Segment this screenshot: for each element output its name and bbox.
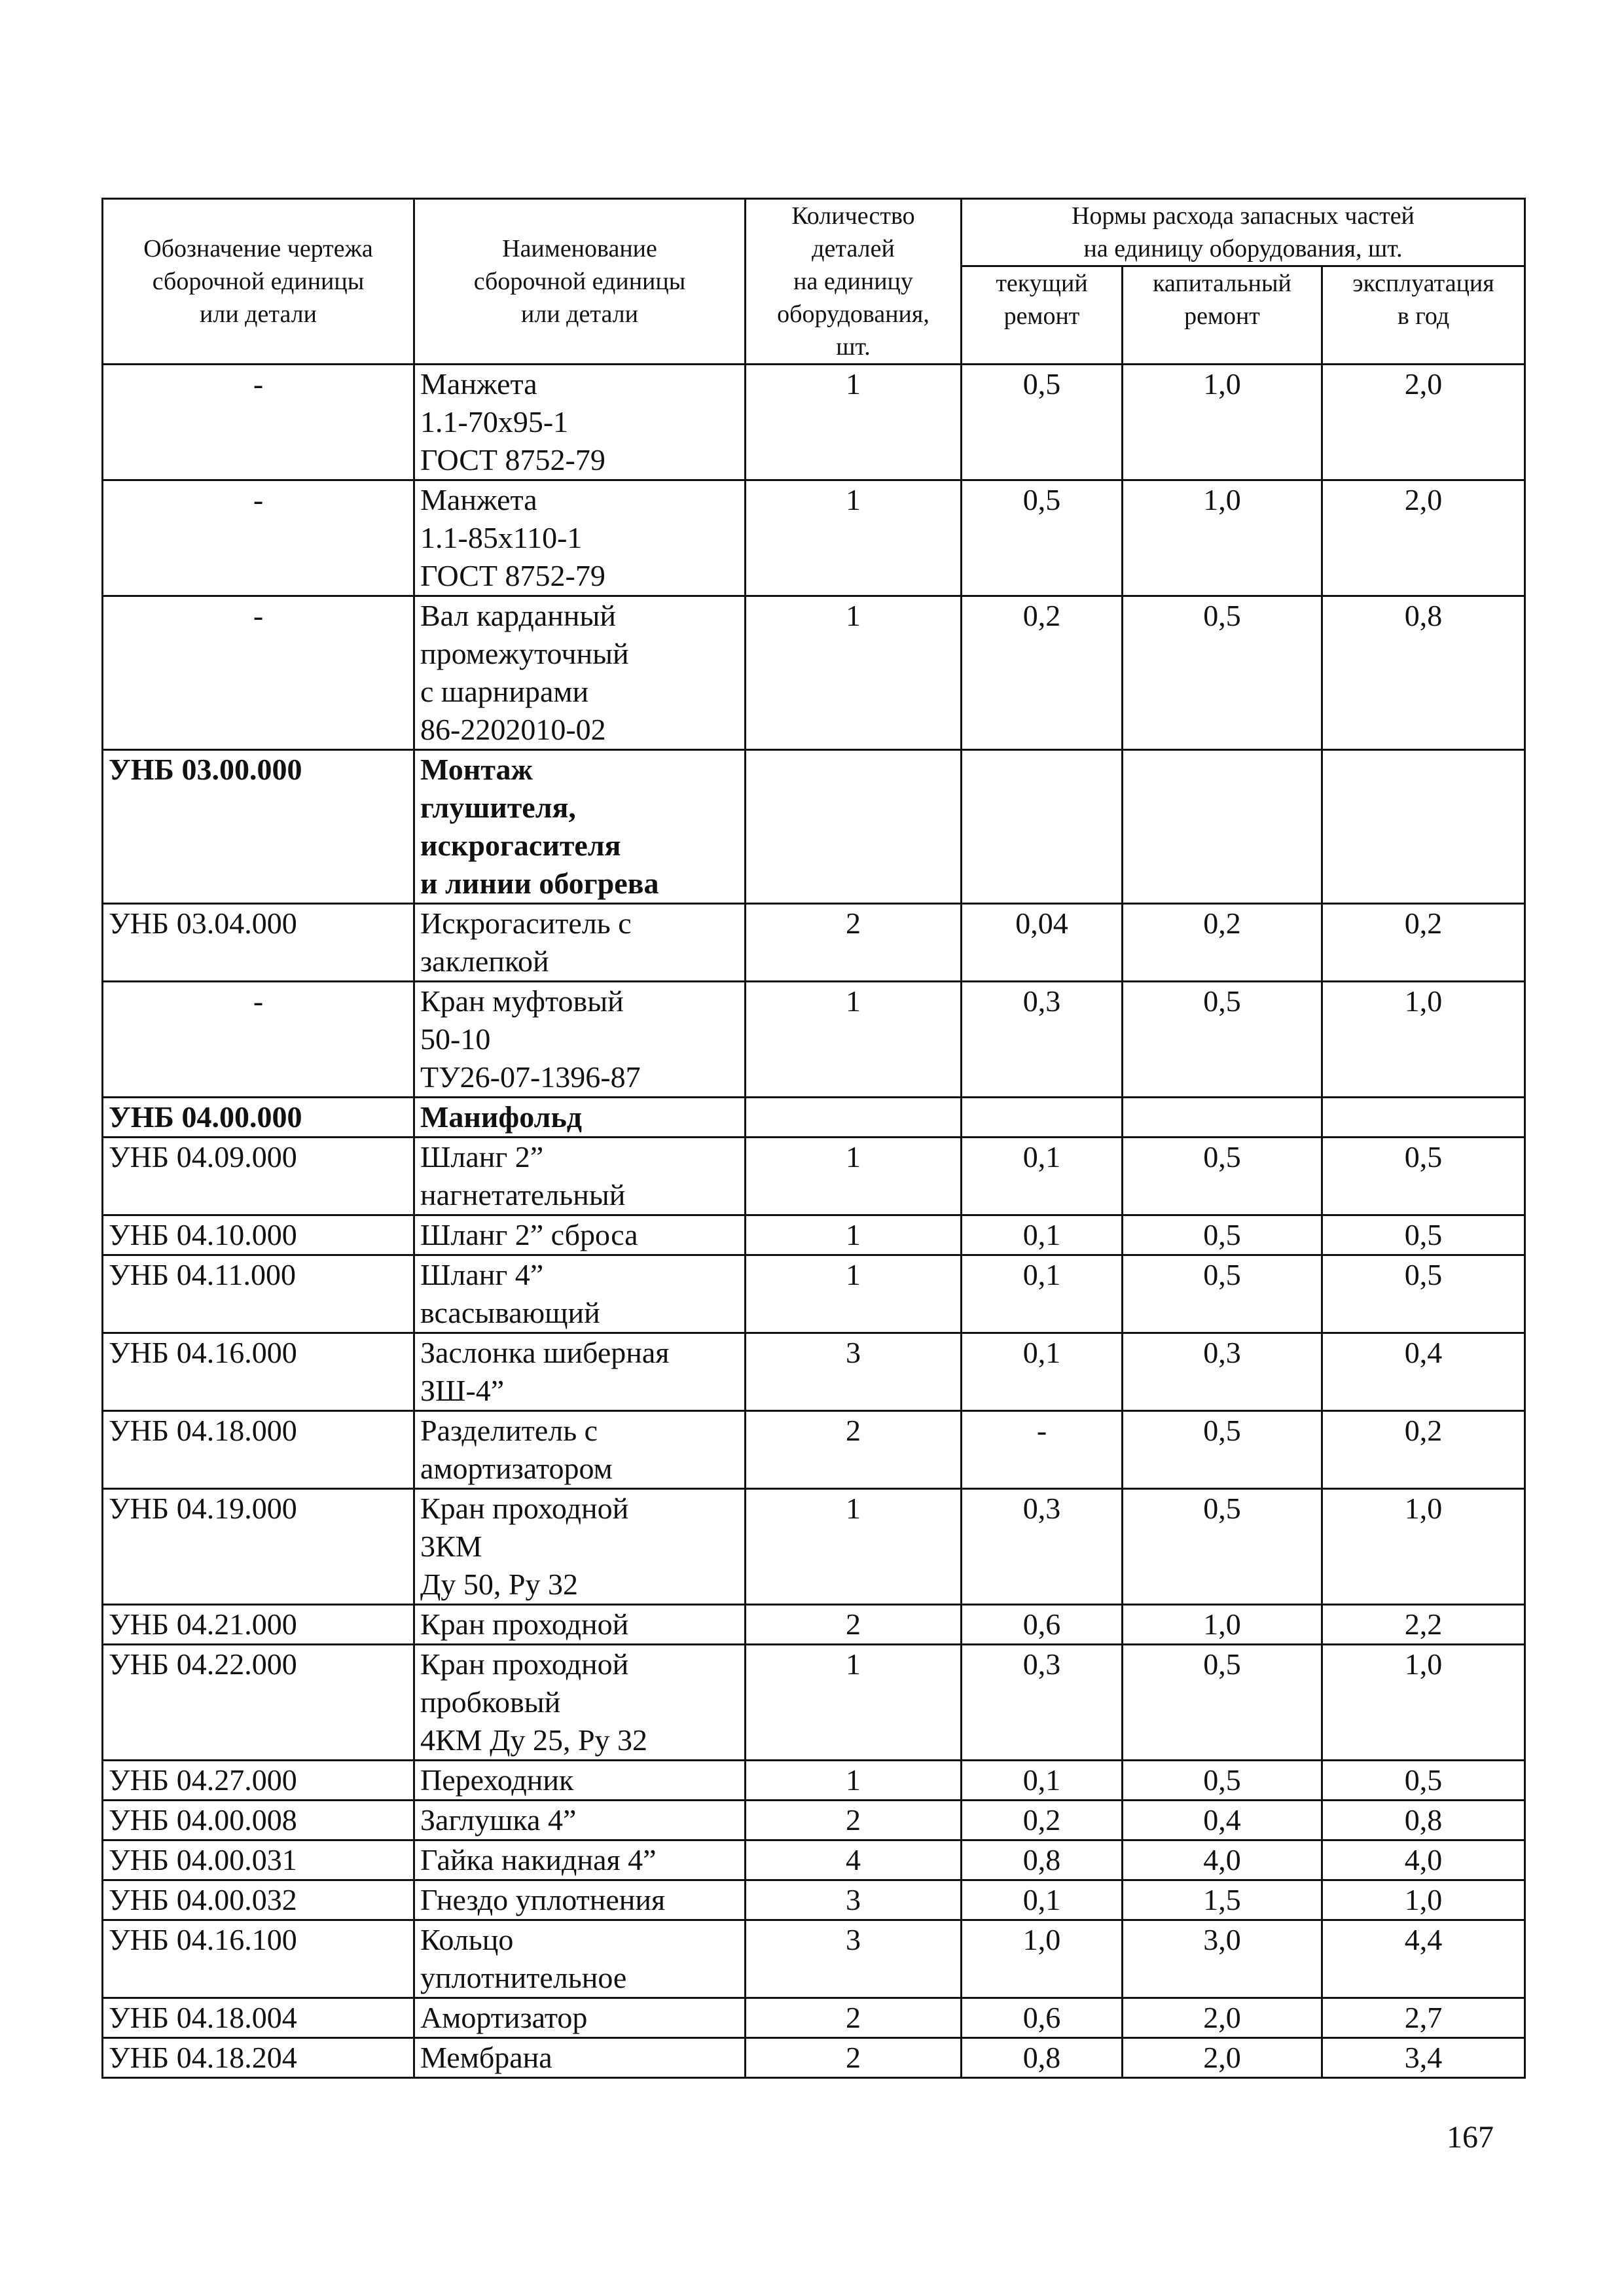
cell-capital-repair: 1,5 — [1123, 1880, 1322, 1920]
cell-quantity: 1 — [746, 1645, 962, 1761]
table-row — [103, 1840, 1525, 1880]
cell-capital-repair: 0,5 — [1123, 1215, 1322, 1255]
cell-quantity: 1 — [746, 596, 962, 750]
cell-item-name: Заглушка 4” — [414, 1801, 746, 1840]
cell-quantity: 1 — [746, 365, 962, 480]
cell-drawing-code: УНБ 04.00.031 — [103, 1840, 414, 1880]
cell-current-repair: 0,2 — [962, 1801, 1123, 1840]
table-row — [103, 1215, 1525, 1255]
cell-item-name: Шланг 4” всасывающий — [414, 1255, 746, 1333]
cell-quantity: 2 — [746, 904, 962, 982]
header-current-repair: текущий ремонт — [962, 266, 1123, 365]
cell-yearly-operation: 2,0 — [1322, 480, 1525, 596]
cell-yearly-operation: 0,5 — [1322, 1138, 1525, 1215]
cell-drawing-code: УНБ 04.21.000 — [103, 1605, 414, 1645]
cell-yearly-operation: 0,2 — [1322, 904, 1525, 982]
page-number: 167 — [1447, 2120, 1494, 2155]
cell-drawing-code: УНБ 04.18.004 — [103, 1998, 414, 2038]
table-row — [103, 904, 1525, 982]
cell-yearly-operation: 2,7 — [1322, 1998, 1525, 2038]
cell-yearly-operation: 4,4 — [1322, 1920, 1525, 1998]
table-row — [103, 1880, 1525, 1920]
cell-quantity: 1 — [746, 1138, 962, 1215]
cell-drawing-code: - — [103, 365, 414, 480]
cell-quantity — [746, 1098, 962, 1138]
cell-quantity: 3 — [746, 1920, 962, 1998]
header-yearly-operation: эксплуатация в год — [1322, 266, 1525, 365]
cell-item-name: Гайка накидная 4” — [414, 1840, 746, 1880]
cell-capital-repair: 1,0 — [1123, 1605, 1322, 1645]
cell-item-name: Искрогаситель с заклепкой — [414, 904, 746, 982]
cell-capital-repair: 3,0 — [1123, 1920, 1322, 1998]
cell-capital-repair: 0,5 — [1123, 1489, 1322, 1605]
cell-yearly-operation: 0,5 — [1322, 1761, 1525, 1801]
cell-drawing-code: УНБ 04.00.008 — [103, 1801, 414, 1840]
cell-current-repair: 0,3 — [962, 1645, 1123, 1761]
cell-drawing-code: - — [103, 982, 414, 1098]
cell-current-repair — [962, 1098, 1123, 1138]
cell-item-name: Монтаж глушителя, искрогасителя и линии обогрева — [414, 750, 746, 904]
cell-quantity — [746, 750, 962, 904]
cell-yearly-operation: 1,0 — [1322, 1880, 1525, 1920]
cell-capital-repair: 0,5 — [1123, 1761, 1322, 1801]
cell-drawing-code: УНБ 03.04.000 — [103, 904, 414, 982]
table-row — [103, 1255, 1525, 1333]
cell-item-name: Кран проходной 3КМ Ду 50, Ру 32 — [414, 1489, 746, 1605]
table-header — [103, 199, 1525, 365]
cell-yearly-operation: 0,4 — [1322, 1333, 1525, 1411]
cell-drawing-code: УНБ 04.27.000 — [103, 1761, 414, 1801]
header-quantity: Количество деталей на единицу оборудования, шт. — [746, 199, 962, 365]
cell-current-repair: 0,1 — [962, 1255, 1123, 1333]
cell-item-name: Кран муфтовый 50-10 ТУ26-07-1396-87 — [414, 982, 746, 1098]
cell-capital-repair: 0,5 — [1123, 596, 1322, 750]
header-item-name: Наименование сборочной единицы или детали — [414, 199, 746, 365]
cell-capital-repair: 0,5 — [1123, 982, 1322, 1098]
cell-yearly-operation: 2,0 — [1322, 365, 1525, 480]
cell-capital-repair: 0,5 — [1123, 1645, 1322, 1761]
table-row — [103, 982, 1525, 1098]
cell-quantity: 1 — [746, 1761, 962, 1801]
cell-item-name: Переходник — [414, 1761, 746, 1801]
cell-drawing-code: УНБ 04.00.000 — [103, 1098, 414, 1138]
cell-item-name: Шланг 2” сброса — [414, 1215, 746, 1255]
table-row — [103, 1411, 1525, 1489]
cell-quantity: 1 — [746, 1255, 962, 1333]
cell-current-repair: 0,1 — [962, 1761, 1123, 1801]
cell-item-name: Кран проходной пробковый 4КМ Ду 25, Ру 32 — [414, 1645, 746, 1761]
cell-current-repair: 0,1 — [962, 1880, 1123, 1920]
cell-quantity: 2 — [746, 1605, 962, 1645]
table-row — [103, 365, 1525, 480]
cell-drawing-code: УНБ 04.19.000 — [103, 1489, 414, 1605]
cell-item-name: Мембрана — [414, 2038, 746, 2078]
cell-quantity: 3 — [746, 1880, 962, 1920]
cell-drawing-code: УНБ 03.00.000 — [103, 750, 414, 904]
cell-drawing-code: УНБ 04.00.032 — [103, 1880, 414, 1920]
table-row — [103, 1605, 1525, 1645]
table-row — [103, 1920, 1525, 1998]
cell-drawing-code: - — [103, 480, 414, 596]
cell-item-name: Манифольд — [414, 1098, 746, 1138]
cell-quantity: 2 — [746, 1801, 962, 1840]
cell-item-name: Амортизатор — [414, 1998, 746, 2038]
cell-drawing-code: УНБ 04.10.000 — [103, 1215, 414, 1255]
cell-capital-repair: 4,0 — [1123, 1840, 1322, 1880]
table-row — [103, 1761, 1525, 1801]
table-row — [103, 1098, 1525, 1138]
table-row — [103, 1333, 1525, 1411]
table-row — [103, 1489, 1525, 1605]
cell-current-repair: 0,8 — [962, 1840, 1123, 1880]
header-consumption-norms: Нормы расхода запасных частей на единицу оборудования, шт. — [962, 199, 1525, 266]
cell-item-name: Шланг 2” нагнетательный — [414, 1138, 746, 1215]
cell-current-repair: 0,6 — [962, 1998, 1123, 2038]
cell-item-name: Заслонка шиберная ЗШ-4” — [414, 1333, 746, 1411]
table-row — [103, 1138, 1525, 1215]
header-capital-repair: капитальный ремонт — [1123, 266, 1322, 365]
cell-quantity: 2 — [746, 1411, 962, 1489]
cell-current-repair: 0,2 — [962, 596, 1123, 750]
cell-drawing-code: УНБ 04.09.000 — [103, 1138, 414, 1215]
cell-item-name: Манжета 1.1-70х95-1 ГОСТ 8752-79 — [414, 365, 746, 480]
header-drawing-code: Обозначение чертежа сборочной единицы или детали — [103, 199, 414, 365]
cell-quantity: 2 — [746, 1998, 962, 2038]
table-row — [103, 1801, 1525, 1840]
cell-capital-repair — [1123, 1098, 1322, 1138]
cell-drawing-code: УНБ 04.22.000 — [103, 1645, 414, 1761]
cell-yearly-operation: 0,5 — [1322, 1255, 1525, 1333]
cell-drawing-code: УНБ 04.16.100 — [103, 1920, 414, 1998]
cell-item-name: Вал карданный промежуточный с шарнирами 86-2202010-02 — [414, 596, 746, 750]
cell-capital-repair: 1,0 — [1123, 480, 1322, 596]
cell-yearly-operation: 2,2 — [1322, 1605, 1525, 1645]
table-row — [103, 1645, 1525, 1761]
cell-yearly-operation — [1322, 1098, 1525, 1138]
table-row — [103, 480, 1525, 596]
table-row — [103, 750, 1525, 904]
cell-current-repair: 0,8 — [962, 2038, 1123, 2078]
cell-current-repair: 0,1 — [962, 1333, 1123, 1411]
cell-quantity: 3 — [746, 1333, 962, 1411]
cell-quantity: 1 — [746, 982, 962, 1098]
cell-drawing-code: УНБ 04.16.000 — [103, 1333, 414, 1411]
cell-drawing-code: УНБ 04.18.204 — [103, 2038, 414, 2078]
cell-current-repair: 0,1 — [962, 1138, 1123, 1215]
cell-capital-repair: 0,2 — [1123, 904, 1322, 982]
cell-item-name: Манжета 1.1-85х110-1 ГОСТ 8752-79 — [414, 480, 746, 596]
cell-current-repair: 0,3 — [962, 982, 1123, 1098]
table-row — [103, 2038, 1525, 2078]
cell-current-repair: 0,6 — [962, 1605, 1123, 1645]
cell-quantity: 2 — [746, 2038, 962, 2078]
cell-yearly-operation: 0,8 — [1322, 1801, 1525, 1840]
cell-item-name: Разделитель с амортизатором — [414, 1411, 746, 1489]
cell-quantity: 1 — [746, 1215, 962, 1255]
cell-capital-repair: 0,5 — [1123, 1255, 1322, 1333]
cell-capital-repair: 2,0 — [1123, 2038, 1322, 2078]
cell-current-repair: - — [962, 1411, 1123, 1489]
cell-current-repair: 0,3 — [962, 1489, 1123, 1605]
table-row — [103, 1998, 1525, 2038]
table-body — [103, 365, 1525, 2078]
cell-yearly-operation — [1322, 750, 1525, 904]
cell-current-repair: 0,5 — [962, 365, 1123, 480]
cell-yearly-operation: 0,5 — [1322, 1215, 1525, 1255]
cell-yearly-operation: 1,0 — [1322, 1645, 1525, 1761]
cell-item-name: Кран проходной — [414, 1605, 746, 1645]
cell-yearly-operation: 1,0 — [1322, 982, 1525, 1098]
cell-current-repair: 0,5 — [962, 480, 1123, 596]
cell-quantity: 1 — [746, 480, 962, 596]
cell-item-name: Кольцо уплотнительное — [414, 1920, 746, 1998]
cell-yearly-operation: 3,4 — [1322, 2038, 1525, 2078]
cell-drawing-code: - — [103, 596, 414, 750]
cell-current-repair — [962, 750, 1123, 904]
spare-parts-table — [101, 198, 1526, 2079]
cell-current-repair: 0,1 — [962, 1215, 1123, 1255]
cell-drawing-code: УНБ 04.18.000 — [103, 1411, 414, 1489]
cell-quantity: 4 — [746, 1840, 962, 1880]
cell-capital-repair: 0,5 — [1123, 1138, 1322, 1215]
cell-drawing-code: УНБ 04.11.000 — [103, 1255, 414, 1333]
cell-item-name: Гнездо уплотнения — [414, 1880, 746, 1920]
cell-quantity: 1 — [746, 1489, 962, 1605]
cell-yearly-operation: 0,8 — [1322, 596, 1525, 750]
cell-yearly-operation: 0,2 — [1322, 1411, 1525, 1489]
cell-current-repair: 1,0 — [962, 1920, 1123, 1998]
cell-capital-repair: 0,4 — [1123, 1801, 1322, 1840]
cell-capital-repair: 2,0 — [1123, 1998, 1322, 2038]
cell-capital-repair: 1,0 — [1123, 365, 1322, 480]
cell-yearly-operation: 1,0 — [1322, 1489, 1525, 1605]
cell-capital-repair: 0,5 — [1123, 1411, 1322, 1489]
cell-current-repair: 0,04 — [962, 904, 1123, 982]
table-row — [103, 596, 1525, 750]
cell-capital-repair: 0,3 — [1123, 1333, 1322, 1411]
cell-yearly-operation: 4,0 — [1322, 1840, 1525, 1880]
cell-capital-repair — [1123, 750, 1322, 904]
